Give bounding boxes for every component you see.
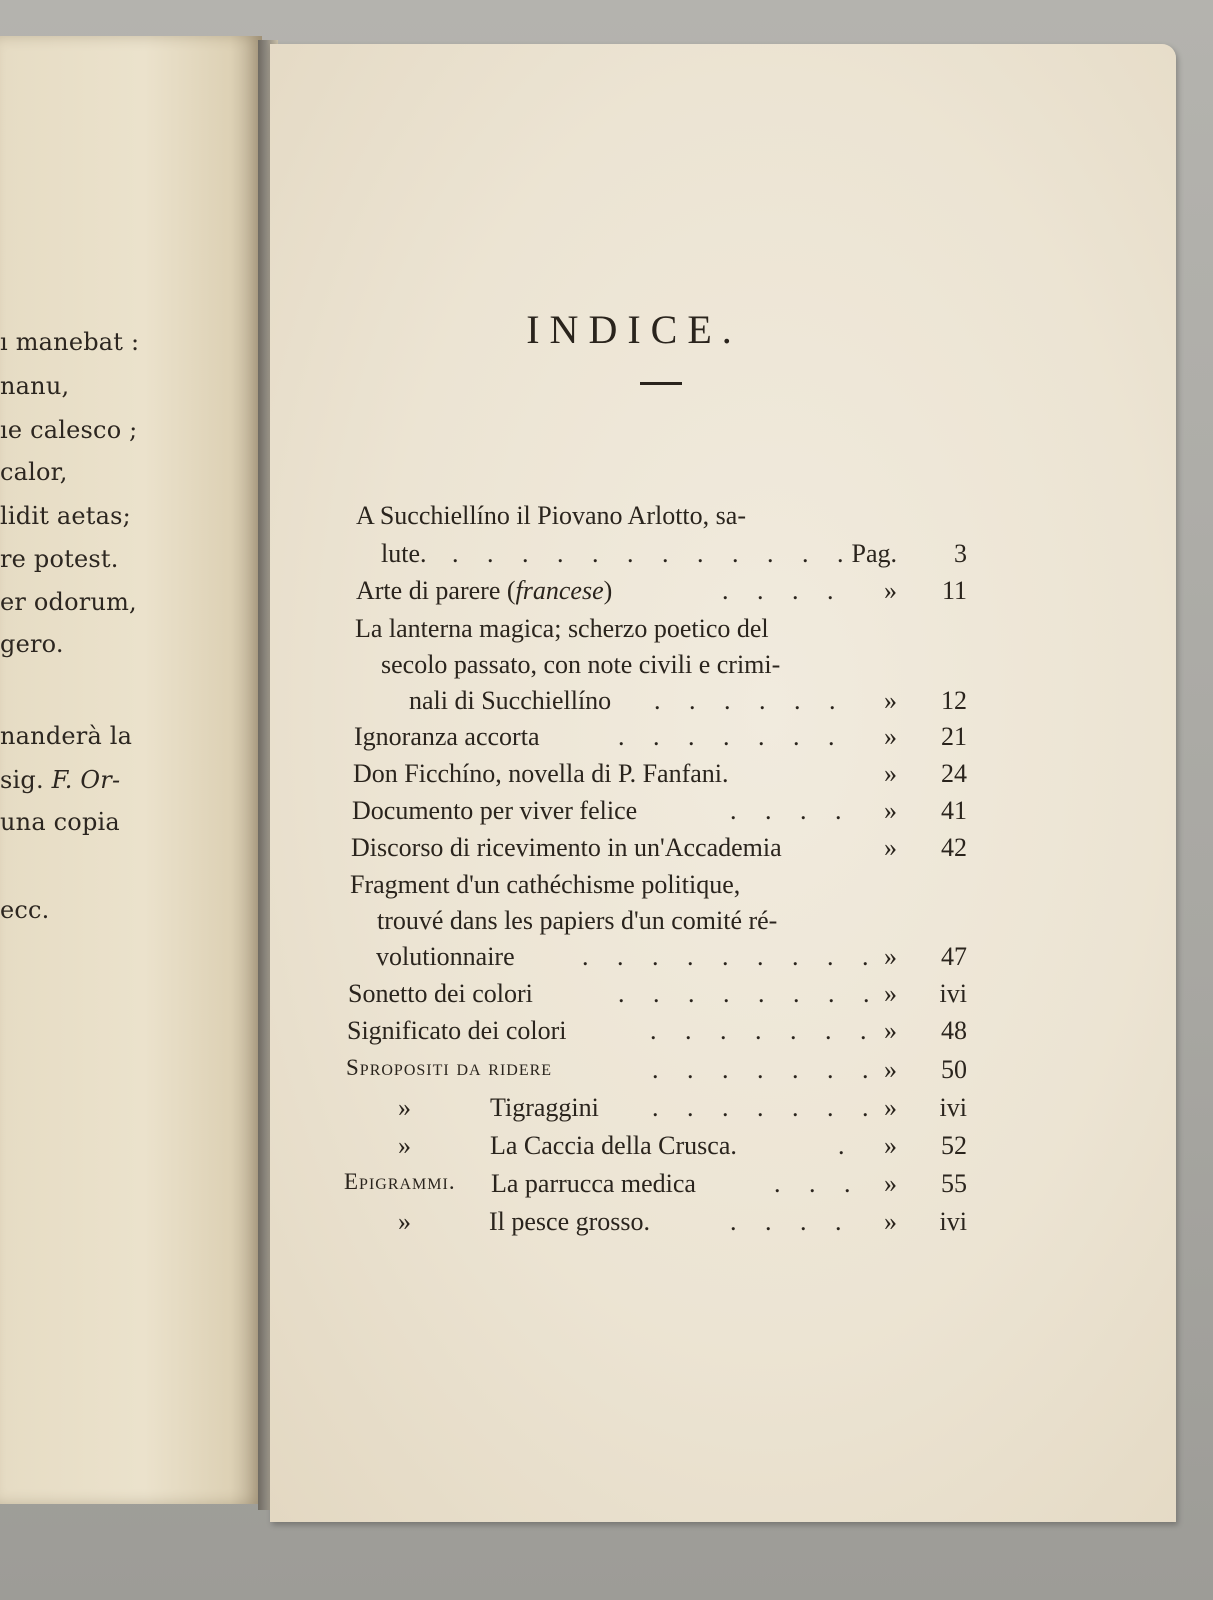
toc-entry [0,1169,1213,1205]
toc-leader-dots: . . . . . . . [650,1016,878,1045]
toc-page-number: 50 [941,1055,967,1084]
left-text-line: una copia [0,808,120,836]
toc-entry-title: Spropositi da ridere [346,1055,553,1080]
toc-entry [0,759,1213,795]
toc-page-number: 41 [941,796,967,825]
toc-entry [0,942,1213,978]
toc-page-number: 24 [941,759,967,788]
toc-leader-dots: . . . . . . . [652,1055,880,1084]
toc-entry [0,539,1213,575]
toc-page-number: 3 [954,539,967,568]
toc-leader-dots: . . . . [730,796,853,825]
toc-entry-title: La lanterna magica; scherzo poetico del [355,614,769,643]
toc-entry [0,1131,1213,1167]
toc-entry-title: lute. [381,539,427,568]
left-text-line: re potest. [0,545,119,573]
toc-page-prefix: » [884,722,897,751]
toc-entry-title: Fragment d'un cathéchisme politique, [350,870,741,899]
toc-page-number: ivi [939,1207,967,1236]
toc-leader-dots: . . . . . . . . . . . . [452,539,855,568]
toc-page-prefix: » [884,759,897,788]
toc-entry [0,1055,1213,1091]
toc-entry-title: Don Ficchíno, novella di P. Fanfani. [353,759,729,788]
toc-page-prefix: » [884,576,897,605]
toc-page-number: 42 [941,833,967,862]
toc-page-prefix: Pag. [851,539,897,568]
left-text: sig. [0,766,52,794]
left-text-line: gero. [0,630,64,658]
toc-leader-dots: . . . . [722,576,845,605]
toc-page-prefix: » [884,942,897,971]
toc-leader-dots: . . . . . . [654,686,847,715]
toc-page-number: 21 [941,722,967,751]
toc-entry [0,1016,1213,1052]
toc-entry-title: Arte di parere (francese) [356,576,613,605]
ditto-mark: » [398,1093,411,1122]
left-text-line: nanderà la [0,722,133,750]
toc-leader-dots: . . . [774,1169,862,1198]
toc-leader-dots: . . . . . . . [618,722,846,751]
toc-leader-dots: . [838,1131,856,1160]
toc-page-number: 55 [941,1169,967,1198]
toc-page-prefix: » [884,979,897,1008]
toc-entry-line [0,614,1213,650]
toc-leader-dots: . . . . . . . . . [582,942,880,971]
toc-entry-title: Sonetto dei colori [348,979,533,1008]
toc-entry-title: La parrucca medica [491,1169,696,1198]
toc-entry [0,979,1213,1015]
toc-entry-line [0,650,1213,686]
left-text-line: calor, [0,458,68,486]
toc-page-prefix: » [884,1207,897,1236]
toc-entry-title: trouvé dans les papiers d'un comité ré- [377,906,778,935]
toc-entry [0,686,1213,722]
toc-entry [0,796,1213,832]
toc-page-prefix: » [884,1093,897,1122]
toc-entry-title: nali di Succhiellíno [409,686,612,715]
toc-entry [0,1207,1213,1243]
toc-leader-dots: . . . . . . . [652,1093,880,1122]
left-text-line: nanu, [0,372,70,400]
toc-entry-title: Discorso di ricevimento in un'Accademia [351,833,782,862]
toc-page-prefix: » [884,1169,897,1198]
toc-entry-title: Documento per viver felice [352,796,638,825]
toc-section-label: Epigrammi. [344,1169,456,1194]
toc-entry-title: La Caccia della Crusca. [490,1131,737,1160]
toc-entry-title: Significato dei colori [347,1016,567,1045]
left-text-italic: F. Or- [51,766,121,794]
left-text-line: er odorum, [0,588,137,616]
toc-entry-title: Il pesce grosso. [489,1207,651,1236]
toc-entry-italic: francese [515,576,604,605]
toc-entry-line [0,870,1213,906]
toc-page-number: ivi [939,1093,967,1122]
toc-entry-title: volutionnaire [376,942,515,971]
toc-entry [0,833,1213,869]
toc-page-number: 11 [941,576,967,605]
toc-page-prefix: » [884,1055,897,1084]
left-text-line: ıe calesco ; [0,416,138,444]
toc-page-prefix: » [884,1016,897,1045]
title-rule [640,382,682,385]
ditto-mark: » [398,1207,411,1236]
toc-entry-title: secolo passato, con note civili e crimi- [381,650,781,679]
toc-entry-title: Ignoranza accorta [354,722,540,751]
left-text-line: lidit aetas; [0,502,131,530]
toc-entry [0,722,1213,758]
toc-entry [0,1093,1213,1129]
page-title: INDICE. [526,307,742,352]
toc-entry-title: A Succhiellíno il Piovano Arlotto, sa- [356,501,746,530]
ditto-mark: » [398,1131,411,1160]
toc-leader-dots: . . . . . . . . [618,979,881,1008]
toc-page-number: 12 [941,686,967,715]
toc-page-prefix: » [884,1131,897,1160]
toc-page-prefix: » [884,796,897,825]
toc-page-number: ivi [939,979,967,1008]
toc-page-number: 52 [941,1131,967,1160]
toc-page-prefix: » [884,686,897,715]
left-text-line: ecc. [0,896,50,924]
toc-entry-title: Tigraggini [490,1093,599,1122]
toc-page-number: 47 [941,942,967,971]
toc-page-prefix: » [884,833,897,862]
toc-entry [0,576,1213,612]
toc-page-number: 48 [941,1016,967,1045]
left-text-line: ı manebat : [0,328,140,356]
toc-entry-line [0,906,1213,942]
toc-leader-dots: . . . . [730,1207,853,1236]
toc-entry-line [0,501,1213,537]
